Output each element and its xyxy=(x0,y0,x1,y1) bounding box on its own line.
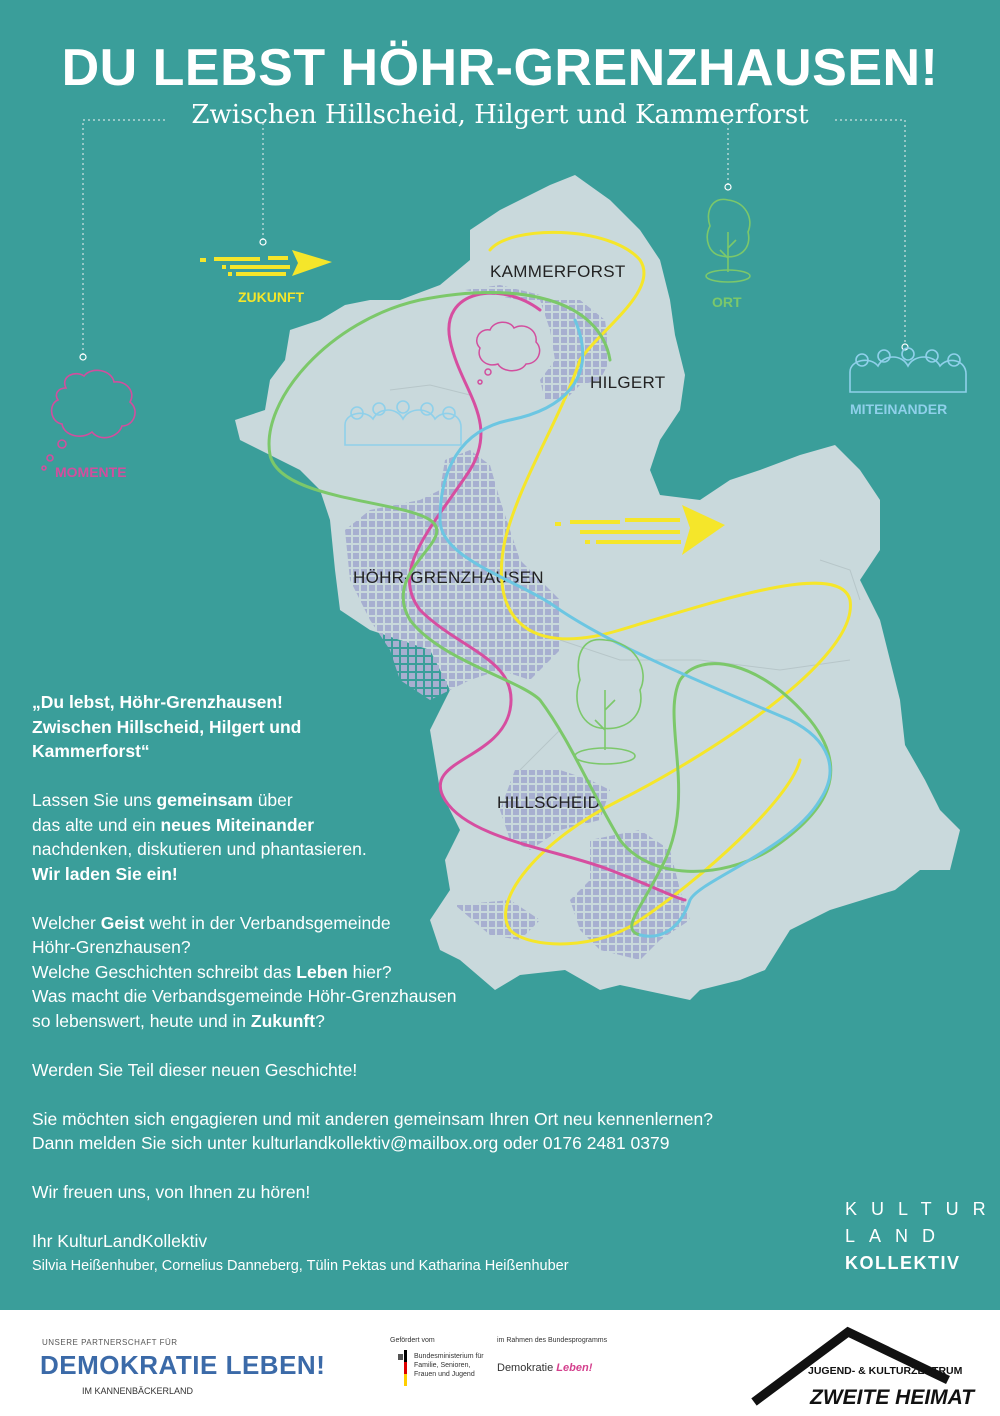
momente-label: MOMENTE xyxy=(55,464,127,480)
people-icon xyxy=(850,348,966,392)
paragraph-line: so lebenswert, heute und in Zukunft? xyxy=(32,1010,325,1031)
tree-icon xyxy=(706,199,750,282)
quote-line: Kammerforst“ xyxy=(32,741,150,761)
place-label-hillscheid: HILLSCHEID xyxy=(497,793,601,812)
paragraph-line: Höhr-Grenzhausen? xyxy=(32,937,191,957)
paragraph-line: Welche Geschichten schreibt das Leben hier? xyxy=(32,961,392,982)
paragraph-line: Wir laden Sie ein! xyxy=(32,863,178,884)
paragraph-line: Was macht die Verbandsgemeinde Höhr-Grenzhausen xyxy=(32,986,457,1006)
page-title: DU LEBST HÖHR-GRENZHAUSEN! xyxy=(61,39,939,97)
german-flag-icon xyxy=(398,1350,412,1386)
paragraph-line: Wir freuen uns, von Ihnen zu hören! xyxy=(32,1182,311,1202)
place-label-kammerforst: KAMMERFORST xyxy=(490,262,626,281)
zukunft-icon xyxy=(200,250,332,276)
paragraph-line: nachdenken, diskutieren und phantasieren. xyxy=(32,839,367,859)
quote-line: „Du lebst, Höhr-Grenzhausen! xyxy=(32,692,283,712)
svg-text:JUGEND- & KULTURZENTRUM: JUGEND- & KULTURZENTRUM xyxy=(808,1365,963,1377)
ministry-label: Bundesministerium für Familie, Senioren, Frauen und Jugend xyxy=(414,1353,484,1378)
thought-cloud-icon xyxy=(42,370,135,470)
kulturlandkollektiv-logo: KULTUR LAND KOLLEKTIV xyxy=(845,1199,1000,1273)
ort-label: ORT xyxy=(712,294,742,310)
invitation-text xyxy=(32,690,902,1254)
paragraph-line: Sie möchten sich engagieren und mit anderen gemeinsam Ihren Ort neu kennenlernen? xyxy=(32,1108,713,1129)
page-subtitle: Zwischen Hillscheid, Hilgert und Kammerforst xyxy=(191,100,809,130)
footer-logos xyxy=(0,1310,1000,1416)
svg-text:ZWEITE HEIMAT: ZWEITE HEIMAT xyxy=(810,1386,975,1409)
miteinander-label: MITEINANDER xyxy=(850,401,948,417)
gefoerdert-label: Gefördert vom xyxy=(390,1337,435,1344)
partner-top: UNSERE PARTNERSCHAFT FÜR xyxy=(42,1338,178,1347)
signature: Ihr KulturLandKollektiv xyxy=(32,1231,208,1251)
place-label-hilgert: HILGERT xyxy=(590,373,666,392)
programm-logo: Demokratie Leben! xyxy=(497,1362,593,1374)
demokratie-leben-logo: DEMOKRATIE LEBEN! xyxy=(40,1350,326,1380)
zukunft-label: ZUKUNFT xyxy=(238,289,305,305)
paragraph-line: Lassen Sie uns gemeinsam über xyxy=(32,790,293,810)
paragraph-line: Welcher Geist weht in der Verbandsgemeinde xyxy=(32,912,391,933)
zweite-heimat-logo xyxy=(748,1320,978,1412)
place-label-hoehr: HÖHR-GRENZHAUSEN xyxy=(353,568,544,587)
team-names: Silvia Heißenhuber, Cornelius Danneberg, Tülin Pektas und Katharina Heißenhuber xyxy=(32,1258,569,1274)
partner-bottom: IM KANNENBÄCKERLAND xyxy=(82,1386,194,1396)
paragraph-line: Werden Sie Teil dieser neuen Geschichte! xyxy=(32,1059,358,1080)
programm-label: im Rahmen des Bundesprogramms xyxy=(497,1337,608,1344)
quote-line: Zwischen Hillscheid, Hilgert und xyxy=(32,716,302,737)
paragraph-line: das alte und ein neues Miteinander xyxy=(32,814,315,835)
contact-line: Dann melden Sie sich unter kulturlandkollektiv@mailbox.org oder 0176 2481 0379 xyxy=(32,1133,670,1153)
